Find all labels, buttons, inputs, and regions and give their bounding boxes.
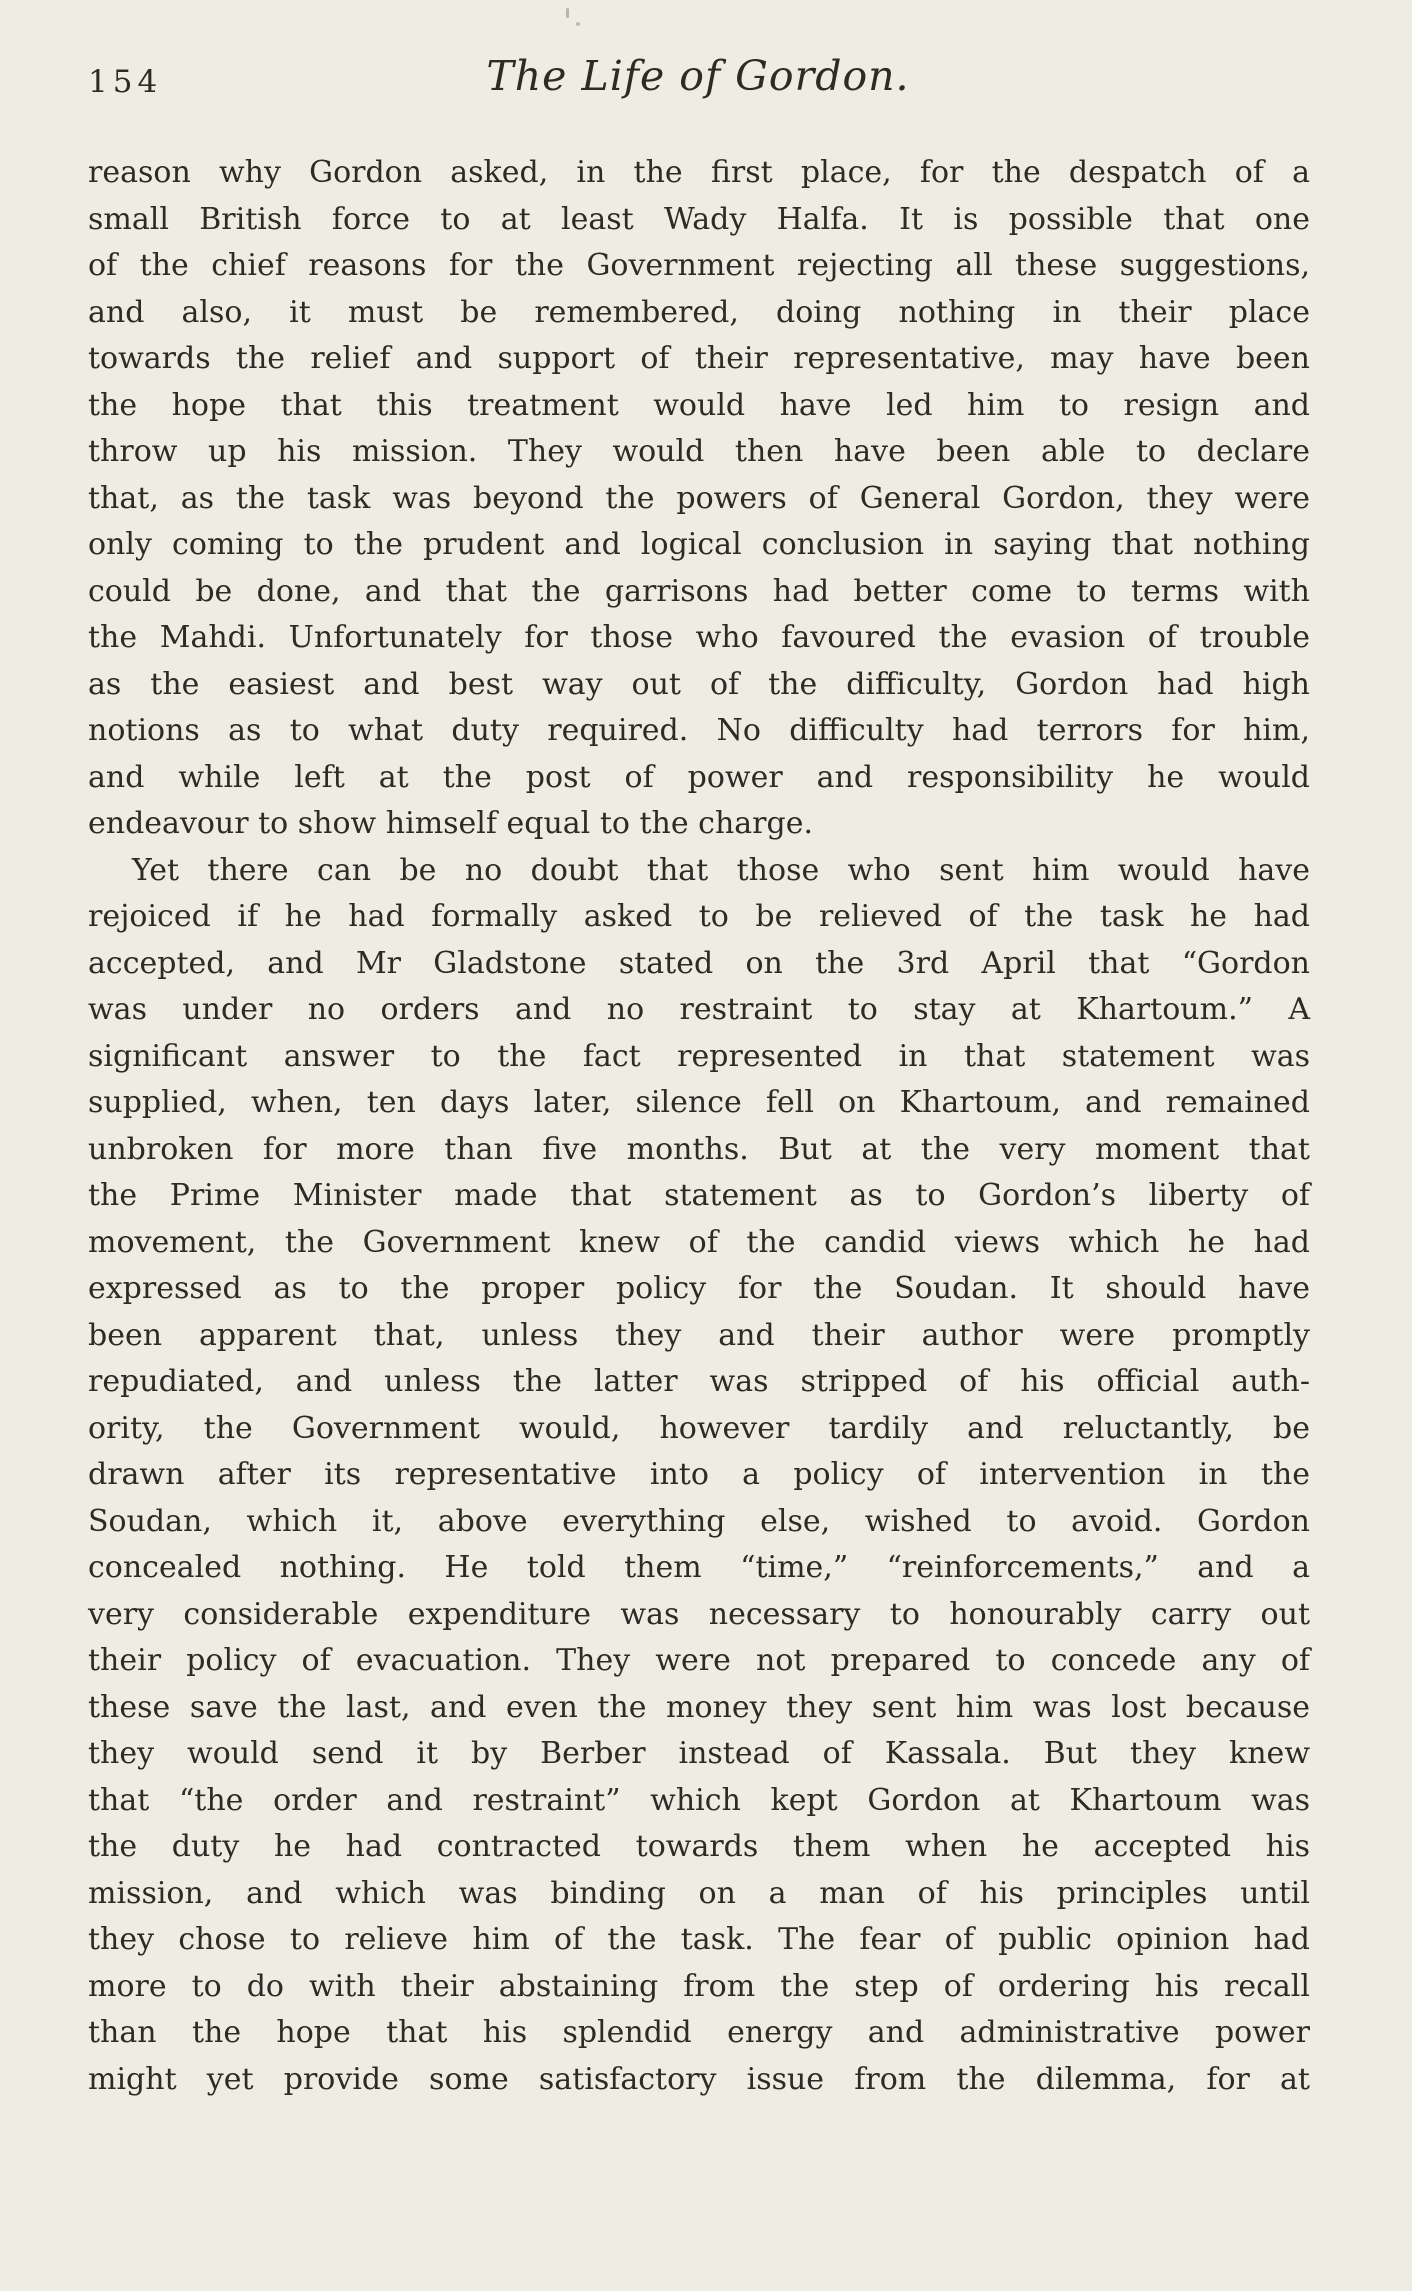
text-line: mission, and which was binding on a man of his principles until: [88, 1875, 1310, 1911]
running-title: The Life of Gordon.: [486, 52, 910, 100]
text-line: been apparent that, unless they and their author were promptly: [88, 1317, 1310, 1353]
page-number: 154: [88, 64, 163, 100]
text-line: repudiated, and unless the latter was stripped of his official auth-: [88, 1364, 1310, 1399]
text-line: the Mahdi. Unfortunately for those who favoured the evasion of trouble: [88, 620, 1310, 655]
text-line: Soudan, which it, above everything else, wished to avoid. Gordon: [88, 1503, 1310, 1539]
text-line: these save the last, and even the money they sent him was lost because: [88, 1689, 1310, 1725]
text-line: accepted, and Mr Gladstone stated on the 3rd April that “Gordon: [88, 945, 1310, 981]
text-line: ority, the Government would, however tardily and reluctantly, be: [88, 1410, 1310, 1446]
paragraph: [88, 848, 1310, 2104]
text-line: reason why Gordon asked, in the first place, for the despatch of a: [88, 155, 1310, 190]
body-text: [88, 150, 1310, 2103]
text-line: drawn after its representative into a policy of intervention in the: [88, 1457, 1310, 1492]
text-line: movement, the Government knew of the candid views which he had: [88, 1224, 1310, 1260]
text-line: unbroken for more than five months. But at the very moment that: [88, 1131, 1310, 1167]
text-line: rejoiced if he had formally asked to be relieved of the task he had: [88, 899, 1310, 934]
text-line: as the easiest and best way out of the difficulty, Gordon had high: [88, 666, 1310, 702]
text-line: the hope that this treatment would have led him to resign and: [88, 387, 1310, 423]
text-line: of the chief reasons for the Government rejecting all these suggestions,: [88, 248, 1310, 283]
text-line: the Prime Minister made that statement as to Gordon’s liberty of: [88, 1178, 1310, 1213]
text-line: that “the order and restraint” which kept Gordon at Khartoum was: [88, 1782, 1310, 1818]
text-line: they would send it by Berber instead of Kassala. But they knew: [88, 1736, 1310, 1771]
text-line: supplied, when, ten days later, silence fell on Khartoum, and remained: [88, 1085, 1310, 1120]
text-line: towards the relief and support of their representative, may have been: [88, 341, 1310, 376]
text-line: than the hope that his splendid energy and administrative power: [88, 2015, 1310, 2050]
text-line: their policy of evacuation. They were not prepared to concede any of: [88, 1643, 1310, 1678]
text-line: might yet provide some satisfactory issue from the dilemma, for at: [88, 2061, 1310, 2097]
text-line: the duty he had contracted towards them when he accepted his: [88, 1829, 1310, 1864]
text-line: only coming to the prudent and logical conclusion in saying that nothing: [88, 527, 1310, 562]
page-header: [88, 52, 1308, 116]
text-line: significant answer to the fact represented in that statement was: [88, 1038, 1310, 1074]
text-line: concealed nothing. He told them “time,” “reinforcements,” and a: [88, 1550, 1310, 1585]
text-line: and also, it must be remembered, doing nothing in their place: [88, 294, 1310, 330]
text-line: and while left at the post of power and responsibility he would: [88, 759, 1310, 795]
text-line: Yet there can be no doubt that those who sent him would have: [132, 852, 1310, 888]
text-line: very considerable expenditure was necessary to honourably carry out: [88, 1596, 1310, 1632]
paragraph: [88, 150, 1310, 848]
text-line: small British force to at least Wady Halfa. It is possible that one: [88, 201, 1310, 237]
text-line: was under no orders and no restraint to stay at Khartoum.” A: [88, 992, 1310, 1027]
text-line: expressed as to the proper policy for the Soudan. It should have: [88, 1271, 1310, 1306]
text-line: notions as to what duty required. No difficulty had terrors for him,: [88, 713, 1310, 748]
text-line: endeavour to show himself equal to the charge.: [88, 806, 813, 841]
text-line: that, as the task was beyond the powers of General Gordon, they were: [88, 480, 1310, 516]
text-line: could be done, and that the garrisons had better come to terms with: [88, 573, 1310, 609]
text-line: throw up his mission. They would then have been able to declare: [88, 434, 1310, 469]
text-line: more to do with their abstaining from the step of ordering his recall: [88, 1968, 1310, 2004]
scan-artifact: [566, 8, 569, 18]
text-line: they chose to relieve him of the task. The fear of public opinion had: [88, 1922, 1310, 1957]
scan-artifact: [576, 22, 580, 26]
